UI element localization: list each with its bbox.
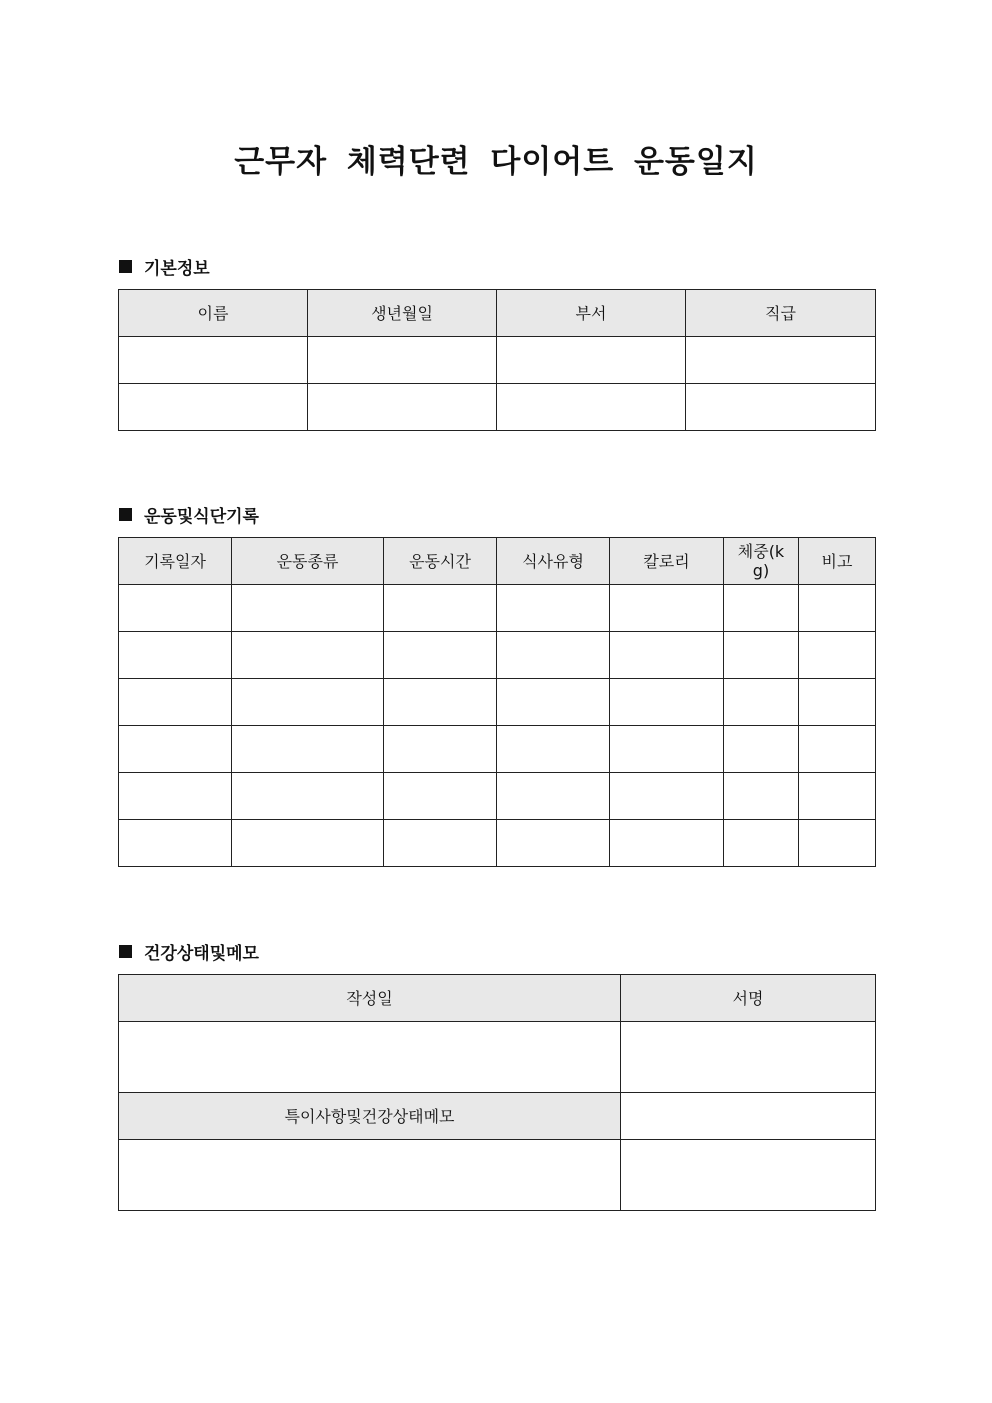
table-cell[interactable]: [232, 820, 384, 867]
table-row: [119, 820, 876, 867]
table-cell[interactable]: [119, 679, 232, 726]
cell-position[interactable]: [686, 384, 876, 431]
header-weight: [724, 538, 799, 585]
table-cell[interactable]: [384, 632, 497, 679]
section-title: 운동및식단기록: [144, 507, 259, 527]
header-memo: 특이사항및건강상태메모: [119, 1093, 621, 1140]
square-bullet-icon: [119, 945, 132, 958]
header-exercise-time: 운동시간: [384, 538, 497, 585]
table-cell[interactable]: [119, 820, 232, 867]
section-title: 기본정보: [144, 259, 210, 279]
table-cell[interactable]: [232, 773, 384, 820]
square-bullet-icon: [119, 508, 132, 521]
header-department: 부서: [497, 290, 686, 337]
table-header-row: [119, 1093, 876, 1140]
section-heading-basic-info: [119, 254, 210, 279]
table-cell[interactable]: [799, 820, 876, 867]
basic-info-table: [118, 289, 876, 431]
table-cell[interactable]: [610, 632, 724, 679]
table-cell[interactable]: [232, 632, 384, 679]
table-header-row: [119, 975, 876, 1022]
table-row: [119, 632, 876, 679]
section-heading-health-memo: [119, 939, 259, 964]
header-name: 이름: [119, 290, 308, 337]
table-cell[interactable]: [610, 820, 724, 867]
cell-department[interactable]: [497, 384, 686, 431]
cell-birthdate[interactable]: [308, 384, 497, 431]
table-row: [119, 773, 876, 820]
header-written-date: 작성일: [119, 975, 621, 1022]
page-title: 근무자 체력단련 다이어트 운동일지: [234, 144, 758, 180]
cell-memo[interactable]: [119, 1140, 621, 1211]
table-cell[interactable]: [384, 726, 497, 773]
table-cell[interactable]: [384, 820, 497, 867]
table-cell[interactable]: [799, 726, 876, 773]
table-cell[interactable]: [232, 585, 384, 632]
table-row: [119, 585, 876, 632]
square-bullet-icon: [119, 260, 132, 273]
table-cell[interactable]: [497, 632, 610, 679]
table-row: [119, 726, 876, 773]
table-cell[interactable]: [119, 726, 232, 773]
cell-department[interactable]: [497, 337, 686, 384]
table-row: [119, 679, 876, 726]
cell-name[interactable]: [119, 337, 308, 384]
table-cell[interactable]: [724, 585, 799, 632]
table-cell[interactable]: [724, 632, 799, 679]
table-cell[interactable]: [724, 679, 799, 726]
table-cell[interactable]: [799, 585, 876, 632]
table-cell[interactable]: [724, 820, 799, 867]
table-cell[interactable]: [232, 679, 384, 726]
header-birthdate: 생년월일: [308, 290, 497, 337]
table-row: [119, 1022, 876, 1093]
header-signature: 서명: [621, 975, 876, 1022]
exercise-log-table: [118, 537, 876, 867]
table-cell[interactable]: [799, 679, 876, 726]
table-cell[interactable]: [610, 585, 724, 632]
table-cell[interactable]: [724, 773, 799, 820]
table-cell[interactable]: [119, 773, 232, 820]
table-cell[interactable]: [497, 820, 610, 867]
table-header-row: [119, 290, 876, 337]
table-row: [119, 1140, 876, 1211]
table-row: [119, 337, 876, 384]
table-cell[interactable]: [497, 679, 610, 726]
table-cell[interactable]: [119, 585, 232, 632]
cell-blank[interactable]: [621, 1093, 876, 1140]
section-title: 건강상태및메모: [144, 944, 259, 964]
header-calories: 칼로리: [610, 538, 724, 585]
header-meal-type: 식사유형: [497, 538, 610, 585]
header-exercise-type: 운동종류: [232, 538, 384, 585]
cell-written-date[interactable]: [119, 1022, 621, 1093]
table-cell[interactable]: [610, 773, 724, 820]
header-notes: 비고: [799, 538, 876, 585]
table-cell[interactable]: [724, 726, 799, 773]
table-cell[interactable]: [799, 632, 876, 679]
table-cell[interactable]: [384, 585, 497, 632]
table-cell[interactable]: [384, 679, 497, 726]
table-row: [119, 384, 876, 431]
table-cell[interactable]: [610, 726, 724, 773]
table-cell[interactable]: [384, 773, 497, 820]
cell-birthdate[interactable]: [308, 337, 497, 384]
header-weight-label: 체중(kg): [737, 542, 785, 580]
table-cell[interactable]: [232, 726, 384, 773]
cell-signature[interactable]: [621, 1022, 876, 1093]
cell-blank[interactable]: [621, 1140, 876, 1211]
header-position: 직급: [686, 290, 876, 337]
health-memo-table: [118, 974, 876, 1211]
table-cell[interactable]: [497, 585, 610, 632]
cell-position[interactable]: [686, 337, 876, 384]
table-cell[interactable]: [497, 726, 610, 773]
table-cell[interactable]: [119, 632, 232, 679]
table-cell[interactable]: [497, 773, 610, 820]
section-heading-exercise-log: [119, 502, 259, 527]
table-cell[interactable]: [799, 773, 876, 820]
cell-name[interactable]: [119, 384, 308, 431]
table-cell[interactable]: [610, 679, 724, 726]
table-header-row: [119, 538, 876, 585]
header-record-date: 기록일자: [119, 538, 232, 585]
